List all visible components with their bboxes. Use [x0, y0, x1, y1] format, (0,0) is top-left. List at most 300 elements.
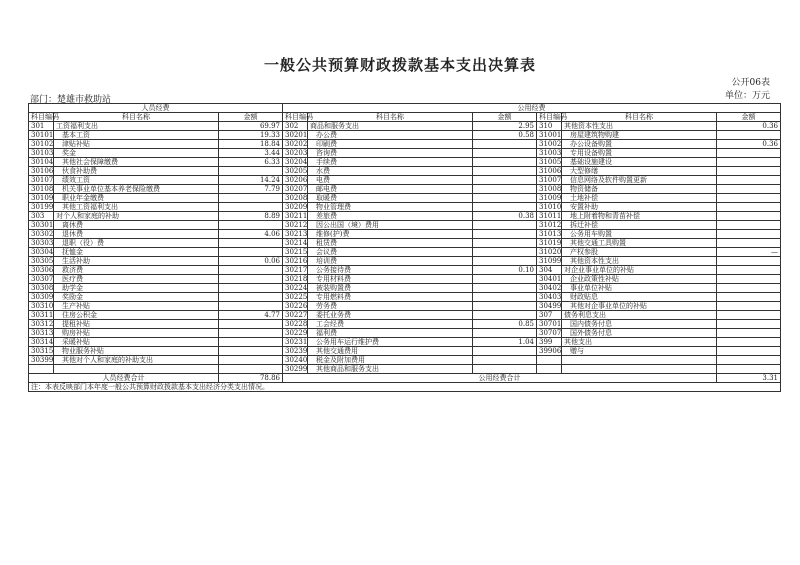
cell-amount: [219, 356, 283, 365]
cell-name: 被装购置费: [308, 284, 473, 293]
table-row: [29, 320, 781, 329]
cell-name: 基础设施建设: [562, 158, 717, 167]
cell-amount: [473, 356, 537, 365]
cell-name: 劳务费: [308, 302, 473, 311]
cell-amount: [473, 275, 537, 284]
col-header-code: 科目编码: [537, 113, 562, 122]
cell-code: 31009: [537, 194, 562, 203]
table-row: [29, 338, 781, 347]
cell-code: 30306: [29, 266, 54, 275]
table-row: [29, 140, 781, 149]
cell-name: 工资福利支出: [54, 122, 219, 131]
cell-amount: [717, 365, 781, 374]
cell-code: 31005: [537, 158, 562, 167]
cell-amount: [717, 266, 781, 275]
cell-code: 303: [29, 212, 54, 221]
cell-code: 30224: [283, 284, 308, 293]
cell-code: 301: [29, 122, 54, 131]
cell-code: 30107: [29, 176, 54, 185]
cell-code: 30103: [29, 149, 54, 158]
cell-amount: [473, 347, 537, 356]
cell-code: 30315: [29, 347, 54, 356]
cell-amount: [219, 365, 283, 374]
cell-code: 30701: [537, 320, 562, 329]
cell-amount: [473, 194, 537, 203]
cell-amount: [717, 275, 781, 284]
cell-code: 30307: [29, 275, 54, 284]
personnel-total-value: 78.86: [219, 374, 283, 383]
cell-code: 30299: [283, 365, 308, 374]
cell-code: 30229: [283, 329, 308, 338]
cell-name: 安置补助: [562, 203, 717, 212]
cell-amount: [219, 275, 283, 284]
cell-amount: [717, 293, 781, 302]
cell-amount: [473, 185, 537, 194]
public-total-value: 3.31: [717, 374, 781, 383]
cell-amount: [473, 158, 537, 167]
cell-name: 其他资本性支出: [562, 122, 717, 131]
cell-name: 电费: [308, 176, 473, 185]
cell-amount: [219, 266, 283, 275]
cell-amount: [473, 284, 537, 293]
cell-amount: 19.33: [219, 131, 283, 140]
cell-name: 手续费: [308, 158, 473, 167]
cell-code: 30212: [283, 221, 308, 230]
cell-code: 30312: [29, 320, 54, 329]
footnote: 注：本表反映部门本年度一般公共预算财政拨款基本支出经济分类支出情况。: [29, 383, 781, 392]
cell-amount: [717, 221, 781, 230]
cell-amount: [473, 293, 537, 302]
cell-code: 30204: [283, 158, 308, 167]
cell-name: [562, 356, 717, 365]
cell-code: 31002: [537, 140, 562, 149]
cell-amount: [717, 311, 781, 320]
cell-name: 会议费: [308, 248, 473, 257]
cell-name: 税金及附加费用: [308, 356, 473, 365]
table-row: [29, 311, 781, 320]
cell-amount: 4.06: [219, 230, 283, 239]
cell-name: 职业年金缴费: [54, 194, 219, 203]
cell-code: 31020: [537, 248, 562, 257]
table-row: [29, 239, 781, 248]
cell-name: 其他社会保障缴费: [54, 158, 219, 167]
cell-name: 福利费: [308, 329, 473, 338]
cell-name: 公务接待费: [308, 266, 473, 275]
cell-code: 30217: [283, 266, 308, 275]
cell-amount: 0.38: [473, 212, 537, 221]
cell-code: 302: [283, 122, 308, 131]
cell-name: 物资储备: [562, 185, 717, 194]
table-row: [29, 131, 781, 140]
cell-code: 310: [537, 122, 562, 131]
cell-name: 租赁费: [308, 239, 473, 248]
cell-amount: [473, 248, 537, 257]
col-header-code: 科目编码: [29, 113, 54, 122]
cell-amount: [219, 221, 283, 230]
cell-amount: [717, 185, 781, 194]
cell-amount: [717, 329, 781, 338]
table-row: [29, 221, 781, 230]
cell-name: 产权参股: [562, 248, 717, 257]
cell-code: 31099: [537, 257, 562, 266]
cell-name: 退休费: [54, 230, 219, 239]
cell-code: 31011: [537, 212, 562, 221]
cell-code: 30216: [283, 257, 308, 266]
cell-code: 30203: [283, 149, 308, 158]
cell-code: 30302: [29, 230, 54, 239]
cell-name: 采暖补贴: [54, 338, 219, 347]
cell-code: 30102: [29, 140, 54, 149]
cell-code: 30207: [283, 185, 308, 194]
cell-name: 因公出国（境）费用: [308, 221, 473, 230]
cell-name: 奖金: [54, 149, 219, 158]
cell-name: 邮电费: [308, 185, 473, 194]
cell-amount: [219, 284, 283, 293]
cell-amount: 0.10: [473, 266, 537, 275]
cell-code: 30309: [29, 293, 54, 302]
cell-name: 委托业务费: [308, 311, 473, 320]
cell-amount: [717, 257, 781, 266]
cell-code: 30201: [283, 131, 308, 140]
public-total-label: 公用经费合计: [283, 374, 717, 383]
cell-amount: [219, 347, 283, 356]
cell-amount: 6.33: [219, 158, 283, 167]
cell-code: 30239: [283, 347, 308, 356]
cell-name: 印刷费: [308, 140, 473, 149]
cell-amount: 0.85: [473, 320, 537, 329]
col-header-name: 科目名称: [54, 113, 219, 122]
cell-code: 30213: [283, 230, 308, 239]
cell-code: 31019: [537, 239, 562, 248]
cell-code: 30218: [283, 275, 308, 284]
cell-code: 30226: [283, 302, 308, 311]
cell-amount: 0.06: [219, 257, 283, 266]
cell-name: 物业管理费: [308, 203, 473, 212]
table-row: [29, 356, 781, 365]
cell-code: [537, 365, 562, 374]
cell-amount: [473, 311, 537, 320]
cell-name: [54, 365, 219, 374]
cell-code: 30104: [29, 158, 54, 167]
cell-amount: [473, 176, 537, 185]
cell-code: [29, 365, 54, 374]
cell-name: 其他支出: [562, 338, 717, 347]
cell-amount: [717, 284, 781, 293]
cell-code: 30499: [537, 302, 562, 311]
cell-amount: [717, 203, 781, 212]
cell-amount: [717, 320, 781, 329]
cell-amount: [219, 248, 283, 257]
table-row: [29, 149, 781, 158]
unit-label: 单位：万元: [724, 91, 770, 101]
cell-amount: 0.58: [473, 131, 537, 140]
cell-amount: [717, 149, 781, 158]
cell-code: 31006: [537, 167, 562, 176]
cell-name: 事业单位补贴: [562, 284, 717, 293]
cell-code: 30310: [29, 302, 54, 311]
cell-name: 住房公积金: [54, 311, 219, 320]
cell-amount: [717, 239, 781, 248]
public-header: 公用经费: [283, 104, 781, 113]
cell-name: 信息网络及软件购置更新: [562, 176, 717, 185]
cell-name: 离休费: [54, 221, 219, 230]
cell-name: 其他商品和服务支出: [308, 365, 473, 374]
cell-amount: [219, 167, 283, 176]
cell-name: 救济费: [54, 266, 219, 275]
cell-code: 30305: [29, 257, 54, 266]
cell-code: 39906: [537, 347, 562, 356]
cell-name: 购房补贴: [54, 329, 219, 338]
cell-amount: [219, 239, 283, 248]
cell-name: 其他工资福利支出: [54, 203, 219, 212]
table-row: [29, 167, 781, 176]
cell-amount: [473, 239, 537, 248]
cell-code: 30209: [283, 203, 308, 212]
cell-amount: [473, 140, 537, 149]
cell-name: 债务利息支出: [562, 311, 717, 320]
department-label: 部门：楚雄市救助站: [30, 95, 112, 105]
cell-amount: 69.97: [219, 122, 283, 131]
cell-amount: [219, 320, 283, 329]
cell-code: 399: [537, 338, 562, 347]
cell-name: 国外债务付息: [562, 329, 717, 338]
cell-name: 公务用车购置: [562, 230, 717, 239]
cell-name: 国内债务付息: [562, 320, 717, 329]
cell-code: 30101: [29, 131, 54, 140]
cell-code: 30304: [29, 248, 54, 257]
cell-code: 30208: [283, 194, 308, 203]
cell-name: 公务用车运行维护费: [308, 338, 473, 347]
cell-code: 30314: [29, 338, 54, 347]
table-row: [29, 185, 781, 194]
cell-code: 30215: [283, 248, 308, 257]
table-row: [29, 293, 781, 302]
col-header-amount: 金额: [219, 113, 283, 122]
cell-name: 差旅费: [308, 212, 473, 221]
cell-amount: 14.24: [219, 176, 283, 185]
col-header-name: 科目名称: [562, 113, 717, 122]
cell-name: 津贴补贴: [54, 140, 219, 149]
cell-amount: [717, 131, 781, 140]
cell-code: 30240: [283, 356, 308, 365]
cell-amount: [717, 176, 781, 185]
cell-amount: [473, 221, 537, 230]
cell-code: 30401: [537, 275, 562, 284]
cell-name: 物业服务补贴: [54, 347, 219, 356]
cell-code: 30106: [29, 167, 54, 176]
cell-amount: 18.84: [219, 140, 283, 149]
cell-name: 企业政策性补贴: [562, 275, 717, 284]
cell-name: 助学金: [54, 284, 219, 293]
cell-code: 30202: [283, 140, 308, 149]
cell-name: 专用设备购置: [562, 149, 717, 158]
cell-code: 30108: [29, 185, 54, 194]
cell-amount: 8.89: [219, 212, 283, 221]
cell-code: 30308: [29, 284, 54, 293]
cell-code: 31010: [537, 203, 562, 212]
table-row: [29, 302, 781, 311]
cell-code: [537, 356, 562, 365]
cell-code: 30199: [29, 203, 54, 212]
cell-code: 30211: [283, 212, 308, 221]
cell-name: 对个人和家庭的补助: [54, 212, 219, 221]
cell-name: 医疗费: [54, 275, 219, 284]
cell-code: 31012: [537, 221, 562, 230]
cell-code: 31007: [537, 176, 562, 185]
cell-name: 其他交通工具购置: [562, 239, 717, 248]
table-row: [29, 176, 781, 185]
table-row: [29, 230, 781, 239]
cell-name: 办公设备购置: [562, 140, 717, 149]
cell-name: 生产补贴: [54, 302, 219, 311]
cell-name: 抚恤金: [54, 248, 219, 257]
cell-name: 其他资本性支出: [562, 257, 717, 266]
cell-amount: 1.04: [473, 338, 537, 347]
report-title: 一般公共预算财政拨款基本支出决算表: [263, 56, 536, 74]
table-row: [29, 365, 781, 374]
cell-code: 30206: [283, 176, 308, 185]
cell-amount: 0.36: [717, 122, 781, 131]
cell-amount: [473, 365, 537, 374]
cell-amount: [473, 302, 537, 311]
cell-name: 培训费: [308, 257, 473, 266]
col-header-code: 科目编码: [283, 113, 308, 122]
cell-amount: [717, 338, 781, 347]
cell-code: 30225: [283, 293, 308, 302]
cell-name: 伙食补助费: [54, 167, 219, 176]
cell-amount: [219, 203, 283, 212]
cell-code: 30231: [283, 338, 308, 347]
cell-name: 其他对企事业单位的补贴: [562, 302, 717, 311]
col-header-amount: 金额: [473, 113, 537, 122]
cell-code: 31008: [537, 185, 562, 194]
cell-name: 其他交通费用: [308, 347, 473, 356]
personnel-total-label: 人员经费合计: [29, 374, 219, 383]
cell-name: [562, 365, 717, 374]
table-row: [29, 248, 781, 257]
cell-amount: 4.77: [219, 311, 283, 320]
cell-code: 30707: [537, 329, 562, 338]
cell-amount: [717, 347, 781, 356]
cell-code: 30313: [29, 329, 54, 338]
cell-name: 机关事业单位基本养老保险缴费: [54, 185, 219, 194]
cell-code: 30227: [283, 311, 308, 320]
cell-name: 土地补偿: [562, 194, 717, 203]
cell-code: 30214: [283, 239, 308, 248]
cell-name: 大型修缮: [562, 167, 717, 176]
cell-name: 赠与: [562, 347, 717, 356]
cell-amount: —: [717, 248, 781, 257]
cell-name: 财政贴息: [562, 293, 717, 302]
cell-name: 基本工资: [54, 131, 219, 140]
col-header-name: 科目名称: [308, 113, 473, 122]
cell-name: 专用燃料费: [308, 293, 473, 302]
cell-name: 商品和服务支出: [308, 122, 473, 131]
cell-code: 30402: [537, 284, 562, 293]
cell-amount: [219, 194, 283, 203]
cell-amount: [219, 338, 283, 347]
cell-amount: [219, 293, 283, 302]
table-row: [29, 203, 781, 212]
table-row: [29, 194, 781, 203]
cell-code: 30399: [29, 356, 54, 365]
cell-code: 307: [537, 311, 562, 320]
cell-code: 30109: [29, 194, 54, 203]
cell-code: 30228: [283, 320, 308, 329]
cell-name: 咨询费: [308, 149, 473, 158]
table-row: [29, 266, 781, 275]
table-row: [29, 284, 781, 293]
table-row: [29, 158, 781, 167]
cell-amount: [717, 212, 781, 221]
cell-amount: 7.79: [219, 185, 283, 194]
cell-code: 31001: [537, 131, 562, 140]
cell-name: 奖励金: [54, 293, 219, 302]
cell-name: 办公费: [308, 131, 473, 140]
cell-name: 其他对个人和家庭的补助支出: [54, 356, 219, 365]
table-row: [29, 275, 781, 284]
cell-amount: [219, 329, 283, 338]
table-row: [29, 347, 781, 356]
col-header-amount: 金额: [717, 113, 781, 122]
cell-amount: [219, 302, 283, 311]
cell-code: 30205: [283, 167, 308, 176]
cell-code: 30311: [29, 311, 54, 320]
cell-amount: [473, 203, 537, 212]
table-row: [29, 212, 781, 221]
cell-name: 绩效工资: [54, 176, 219, 185]
cell-code: 30403: [537, 293, 562, 302]
cell-amount: [473, 149, 537, 158]
cell-name: 生活补助: [54, 257, 219, 266]
cell-name: 地上附着物和青苗补偿: [562, 212, 717, 221]
cell-amount: [717, 194, 781, 203]
cell-amount: [717, 356, 781, 365]
cell-name: 专用材料费: [308, 275, 473, 284]
cell-amount: 2.95: [473, 122, 537, 131]
cell-amount: [473, 257, 537, 266]
cell-amount: [473, 230, 537, 239]
cell-amount: [717, 230, 781, 239]
cell-amount: [717, 158, 781, 167]
cell-amount: [473, 167, 537, 176]
expenditure-table: [28, 103, 781, 392]
cell-name: 拆迁补偿: [562, 221, 717, 230]
personnel-header: 人员经费: [29, 104, 283, 113]
cell-amount: 0.36: [717, 140, 781, 149]
cell-amount: [473, 329, 537, 338]
form-number: 公开06表: [731, 78, 770, 88]
cell-code: 30301: [29, 221, 54, 230]
cell-name: 退职（役）费: [54, 239, 219, 248]
cell-name: 取暖费: [308, 194, 473, 203]
cell-amount: 3.44: [219, 149, 283, 158]
cell-code: 31003: [537, 149, 562, 158]
cell-code: 30303: [29, 239, 54, 248]
cell-name: 对企业事业单位的补贴: [562, 266, 717, 275]
cell-amount: [717, 167, 781, 176]
cell-name: 水费: [308, 167, 473, 176]
cell-name: 工会经费: [308, 320, 473, 329]
cell-name: 提租补贴: [54, 320, 219, 329]
table-row: [29, 329, 781, 338]
cell-amount: [717, 302, 781, 311]
cell-name: 维修(护)费: [308, 230, 473, 239]
cell-code: 304: [537, 266, 562, 275]
table-row: [29, 122, 781, 131]
cell-name: 房屋建筑物购建: [562, 131, 717, 140]
cell-code: 31013: [537, 230, 562, 239]
